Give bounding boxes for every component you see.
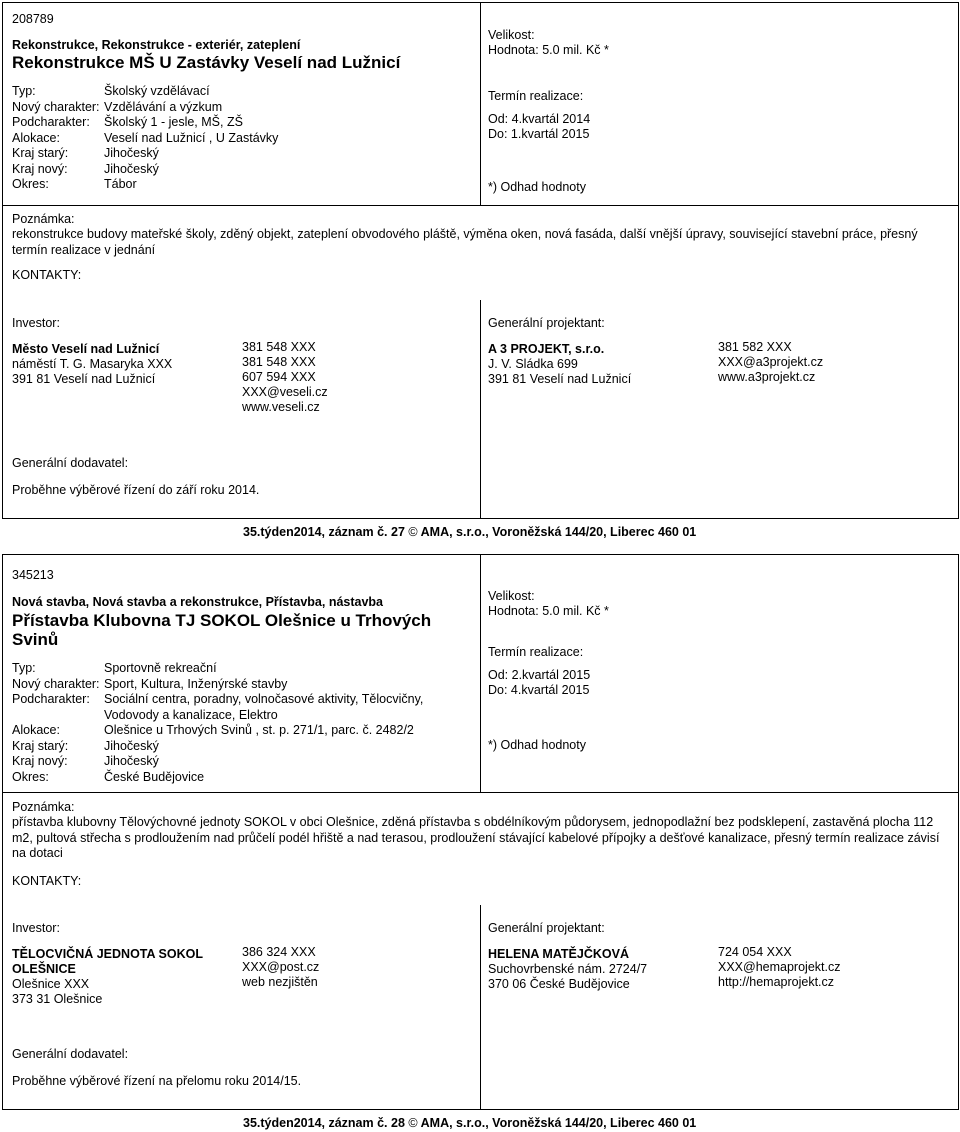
field-label: Alokace: xyxy=(12,131,60,145)
designer-contact: http://hemaprojekt.cz xyxy=(718,975,835,989)
record-2-vertical-divider-top xyxy=(480,554,481,792)
field-label: Alokace: xyxy=(12,723,60,737)
designer-address-line: 370 06 České Budějovice xyxy=(488,977,630,991)
record-2-horizontal-divider xyxy=(2,792,959,793)
field-label: Typ: xyxy=(12,84,36,98)
field-label: Nový charakter: xyxy=(12,100,100,114)
field-value: České Budějovice xyxy=(104,770,205,784)
record-id: 345213 xyxy=(12,568,54,582)
field-label: Kraj starý: xyxy=(12,739,69,753)
copyright-icon: © xyxy=(408,525,418,539)
field-value: Sportovně rekreační xyxy=(104,661,217,675)
record-1-vertical-divider-top xyxy=(480,2,481,205)
investor-label: Investor: xyxy=(12,316,60,330)
field-label: Kraj starý: xyxy=(12,146,69,160)
term-to: Do: 4.kvartál 2015 xyxy=(488,683,590,697)
record-footer xyxy=(243,1116,696,1130)
designer-contact: 724 054 XXX xyxy=(718,945,792,959)
investor-contact: 381 548 XXX xyxy=(242,340,316,354)
term-from: Od: 2.kvartál 2015 xyxy=(488,668,591,682)
field-value: Vzdělávání a výzkum xyxy=(104,100,223,114)
designer-contact: XXX@a3projekt.cz xyxy=(718,355,824,369)
designer-address-line: Suchovrbenské nám. 2724/7 xyxy=(488,962,648,976)
record-1-horizontal-divider xyxy=(2,205,959,206)
field-label: Nový charakter: xyxy=(12,677,100,691)
record-category: Nová stavba, Nová stavba a rekonstrukce, Přístavba, nástavba xyxy=(12,595,384,609)
designer-address-line: J. V. Sládka 699 xyxy=(488,357,578,371)
estimate-note: *) Odhad hodnoty xyxy=(488,738,586,752)
note-text: přístavba klubovny Tělovýchovné jednoty SOKOL v obci Olešnice, zděná přístavba s obdélníkovým půdorysem, jednopodlažní bez podsklepení, zastavěná plocha 112 m2, pultová střecha s prodloužením nad průčelí podél hřiště a nad terasou, prodloužení stávající kabelové přípojky a dešťové kanalizace, přesný termín realizace závisí na dotaci xyxy=(12,815,940,860)
field-label: Okres: xyxy=(12,177,49,191)
field-label: Podcharakter: xyxy=(12,115,90,129)
designer-address-line: 391 81 Veselí nad Lužnicí xyxy=(488,372,632,386)
field-value: Sociální centra, poradny, volnočasové aktivity, Tělocvičny, xyxy=(104,692,424,706)
term-label: Termín realizace: xyxy=(488,645,584,659)
note-label: Poznámka: xyxy=(12,212,75,226)
note-text: rekonstrukce budovy mateřské školy, zděný objekt, zateplení obvodového pláště, výměna oken, nová fasáda, další vnější úpravy, související stavební práce, přesný termín realizace v jednání xyxy=(12,227,918,257)
record-title-continued: Svinů xyxy=(12,630,59,649)
field-value: Jihočeský xyxy=(104,162,159,176)
investor-label: Investor: xyxy=(12,921,60,935)
field-value: Jihočeský xyxy=(104,754,159,768)
note-label: Poznámka: xyxy=(12,800,75,814)
record-id: 208789 xyxy=(12,12,54,26)
designer-name: A 3 PROJEKT, s.r.o. xyxy=(488,342,605,356)
size-value: Hodnota: 5.0 mil. Kč * xyxy=(488,43,609,57)
field-label: Kraj nový: xyxy=(12,754,68,768)
designer-contact: 381 582 XXX xyxy=(718,340,792,354)
field-value: Školský vzdělávací xyxy=(104,84,210,98)
investor-name-continued: OLEŠNICE xyxy=(12,962,76,976)
footer-publisher: AMA, s.r.o., Voroněžská 144/20, Liberec 460 01 xyxy=(420,1116,697,1130)
investor-contact: XXX@veseli.cz xyxy=(242,385,328,399)
field-label: Typ: xyxy=(12,661,36,675)
term-to: Do: 1.kvartál 2015 xyxy=(488,127,590,141)
footer-publisher: AMA, s.r.o., Voroněžská 144/20, Liberec 460 01 xyxy=(420,525,697,539)
field-value: Školský 1 - jesle, MŠ, ZŠ xyxy=(104,115,243,129)
copyright-icon: © xyxy=(408,1116,418,1130)
field-label: Kraj nový: xyxy=(12,162,68,176)
record-title: Rekonstrukce MŠ U Zastávky Veselí nad Lužnicí xyxy=(12,53,401,72)
designer-label: Generální projektant: xyxy=(488,316,605,330)
investor-contact: 386 324 XXX xyxy=(242,945,316,959)
supplier-label: Generální dodavatel: xyxy=(12,1047,129,1061)
record-2-vertical-divider-bottom xyxy=(480,905,481,1110)
record-1-vertical-divider-bottom xyxy=(480,300,481,519)
record-category: Rekonstrukce, Rekonstrukce - exteriér, zateplení xyxy=(12,38,301,52)
supplier-text: Proběhne výběrové řízení na přelomu roku 2014/15. xyxy=(12,1074,302,1088)
field-value: Veselí nad Lužnicí , U Zastávky xyxy=(104,131,279,145)
investor-address-line: náměstí T. G. Masaryka XXX xyxy=(12,357,173,371)
size-value: Hodnota: 5.0 mil. Kč * xyxy=(488,604,609,618)
investor-contact: 607 594 XXX xyxy=(242,370,316,384)
investor-contact: web nezjištěn xyxy=(242,975,318,989)
investor-address-line: Olešnice XXX xyxy=(12,977,90,991)
designer-label: Generální projektant: xyxy=(488,921,605,935)
field-value: Tábor xyxy=(104,177,137,191)
investor-contact: www.veseli.cz xyxy=(242,400,320,414)
field-label: Okres: xyxy=(12,770,49,784)
investor-address-line: 373 31 Olešnice xyxy=(12,992,103,1006)
contacts-heading: KONTAKTY: xyxy=(12,268,82,282)
investor-address-line: 391 81 Veselí nad Lužnicí xyxy=(12,372,156,386)
record-title: Přístavba Klubovna TJ SOKOL Olešnice u Trhových xyxy=(12,611,432,630)
designer-contact: www.a3projekt.cz xyxy=(718,370,816,384)
investor-contact: XXX@post.cz xyxy=(242,960,320,974)
investor-name: TĚLOCVIČNÁ JEDNOTA SOKOL xyxy=(12,947,203,961)
record-footer xyxy=(243,525,696,539)
investor-name: Město Veselí nad Lužnicí xyxy=(12,342,160,356)
size-label: Velikost: xyxy=(488,589,535,603)
field-label: Podcharakter: xyxy=(12,692,90,706)
term-label: Termín realizace: xyxy=(488,89,584,103)
estimate-note: *) Odhad hodnoty xyxy=(488,180,586,194)
field-value: Jihočeský xyxy=(104,739,159,753)
designer-name: HELENA MATĚJČKOVÁ xyxy=(488,947,629,961)
designer-contact: XXX@hemaprojekt.cz xyxy=(718,960,841,974)
investor-contact: 381 548 XXX xyxy=(242,355,316,369)
field-value: Olešnice u Trhových Svinů , st. p. 271/1, parc. č. 2482/2 xyxy=(104,723,414,737)
footer-record-number: 35.týden2014, záznam č. 27 xyxy=(243,525,405,539)
size-label: Velikost: xyxy=(488,28,535,42)
term-from: Od: 4.kvartál 2014 xyxy=(488,112,591,126)
footer-record-number: 35.týden2014, záznam č. 28 xyxy=(243,1116,405,1130)
field-value: Vodovody a kanalizace, Elektro xyxy=(104,708,278,722)
contacts-heading: KONTAKTY: xyxy=(12,874,82,888)
field-value: Sport, Kultura, Inženýrské stavby xyxy=(104,677,288,691)
supplier-text: Proběhne výběrové řízení do září roku 2014. xyxy=(12,483,260,497)
field-value: Jihočeský xyxy=(104,146,159,160)
supplier-label: Generální dodavatel: xyxy=(12,456,129,470)
